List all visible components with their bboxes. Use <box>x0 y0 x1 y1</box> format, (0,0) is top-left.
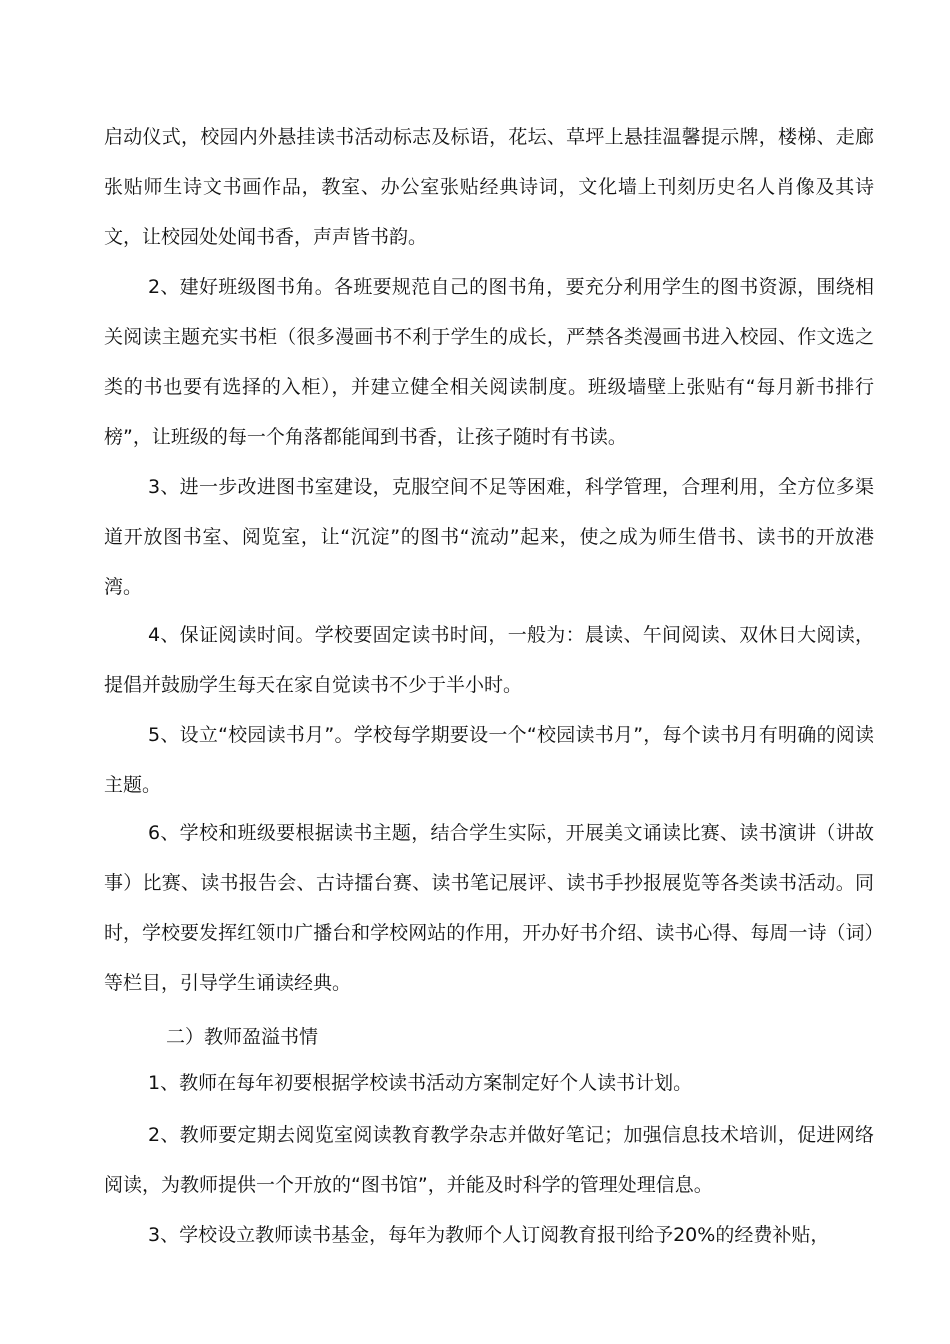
paragraph-item-6: 6、学校和班级要根据读书主题，结合学生实际，开展美文诵读比赛、读书演讲（讲故事）比赛、读书报告会、古诗擂台赛、读书笔记展评、读书手抄报展览等各类读书活动。同时，学校要发挥红领巾广播台和学校网站的作用，开办好书介绍、读书心得、每周一诗（词）等栏目，引导学生诵读经典。 <box>104 822 874 994</box>
paragraph-item-2: 2、建好班级图书角。各班要规范自己的图书角，要充分利用学生的图书资源，围绕相关阅读主题充实书柜（很多漫画书不利于学生的成长，严禁各类漫画书进入校园、作文选之类的书也要有选择的入柜），并建立健全相关阅读制度。班级墙壁上张贴有“每月新书排行榜”，让班级的每一个角落都能闻到书香，让孩子随时有书读。 <box>104 276 874 448</box>
teacher-item-2: 2、教师要定期去阅览室阅读教育教学杂志并做好笔记；加强信息技术培训，促进网络阅读，为教师提供一个开放的“图书馆”，并能及时科学的管理处理信息。 <box>104 1124 874 1196</box>
paragraph-item-3: 3、进一步改进图书室建设，克服空间不足等困难，科学管理，合理利用，全方位多渠道开放图书室、阅览室，让“沉淀”的图书“流动”起来，使之成为师生借书、读书的开放港湾。 <box>104 476 874 598</box>
paragraph-item-5: 5、设立“校园读书月”。学校每学期要设一个“校园读书月”，每个读书月有明确的阅读主题。 <box>104 724 874 796</box>
section-heading: 二）教师盈溢书情 <box>166 1026 319 1048</box>
paragraph-item-4: 4、保证阅读时间。学校要固定读书时间，一般为：晨读、午间阅读、双休日大阅读，提倡并鼓励学生每天在家自觉读书不少于半小时。 <box>104 624 874 696</box>
teacher-item-1: 1、教师在每年初要根据学校读书活动方案制定好个人读书计划。 <box>148 1072 693 1094</box>
teacher-item-3: 3、学校设立教师读书基金，每年为教师个人订阅教育报刊给予20%的经费补贴， <box>148 1224 830 1246</box>
paragraph-intro: 启动仪式，校园内外悬挂读书活动标志及标语，花坛、草坪上悬挂温馨提示牌，楼梯、走廊张贴师生诗文书画作品，教室、办公室张贴经典诗词，文化墙上刊刻历史名人肖像及其诗文，让校园处处闻书香，声声皆书韵。 <box>104 126 874 248</box>
